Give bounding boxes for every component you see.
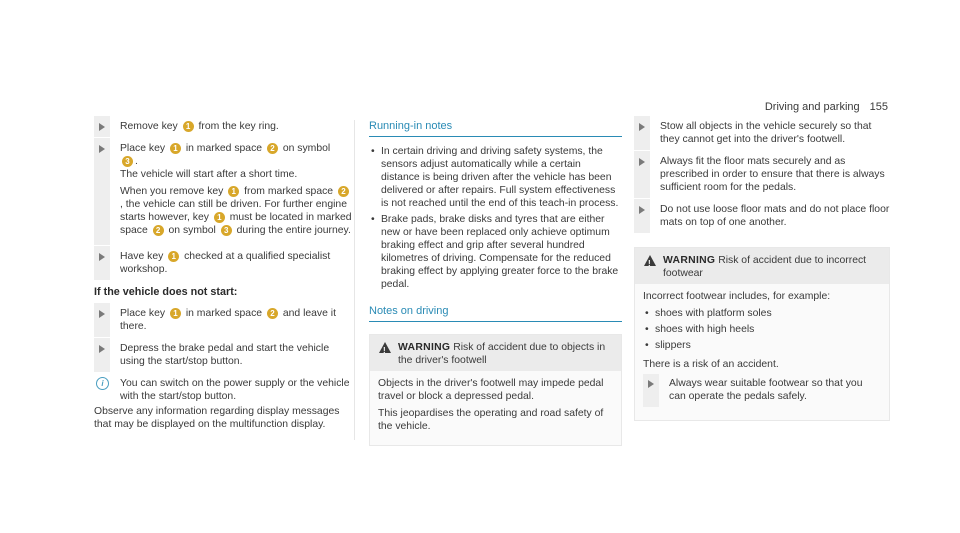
marker-2: 2 [338, 186, 349, 197]
warning-triangle-icon: ! [379, 342, 391, 353]
warning-label: WARNING [663, 255, 716, 266]
warning-header: ! WARNING Risk of accident due to incorrect footwear [635, 248, 889, 284]
list-item: • slippers [643, 339, 881, 352]
step-fit-floor-mats: Always fit the floor mats securely and as prescribed in order to ensure that there is always sufficient room for the pedals. [634, 155, 890, 198]
marker-3: 3 [221, 225, 232, 236]
step-arrow-icon [99, 310, 105, 318]
warning-triangle-icon: ! [644, 255, 656, 266]
list-item: • shoes with platform soles [643, 307, 881, 320]
warning-box [369, 334, 622, 446]
column-3 [622, 120, 890, 421]
marker-1: 1 [168, 251, 179, 262]
section-title-notes-driving: Notes on driving [369, 305, 622, 322]
step-depress-brake: Depress the brake pedal and start the vehicle using the start/stop button. [94, 342, 352, 372]
info-note: i You can switch on the power supply or the vehicle with the start/stop button. [94, 377, 352, 403]
marker-1: 1 [170, 143, 181, 154]
marker-1: 1 [183, 121, 194, 132]
warning-header: ! WARNING Risk of accident due to objects in the driver's footwell [370, 335, 621, 371]
marker-1: 1 [228, 186, 239, 197]
list-item: • shoes with high heels [643, 323, 881, 336]
paragraph: Observe any information regarding display messages that may be displayed on the multifunction display. [94, 406, 340, 430]
step-arrow-icon [99, 123, 105, 131]
step-wear-footwear: Always wear suitable footwear so that you can operate the pedals safely. [643, 377, 881, 407]
list-item: • Brake pads, brake disks and tyres that are either new or have been replaced only achieve optimum braking effect and grip after several hundred kilometres of driving. Compensate for the reduced braking effect by applying greater force to the brake pedal. [369, 213, 622, 291]
column-1 [94, 120, 352, 435]
step-arrow-icon [99, 345, 105, 353]
page-number: 155 [869, 101, 888, 113]
step-arrow-icon [648, 380, 654, 388]
marker-1: 1 [170, 308, 181, 319]
warning-body: Objects in the driver's footwell may impede pedal travel or block a depressed pedal. This jeopardises the operating and road safety of the vehicle. [378, 378, 604, 432]
marker-1: 1 [214, 212, 225, 223]
step-remove-key: Remove key 1 from the key ring. [94, 120, 352, 137]
section-title: Driving and parking [764, 101, 860, 113]
marker-2: 2 [267, 308, 278, 319]
page-header [765, 101, 888, 114]
section-title-running-in: Running-in notes [369, 120, 622, 137]
step-place-key: Place key 1 in marked space 2 on symbol 3 . The vehicle will start after a short time. When you remove key 1 from marked space 2, the vehicle can still be driven. For further engine starts however, key 1 must be located in marked space 2 on symbol 3 during the entire journey. [94, 142, 352, 245]
step-no-loose-mats: Do not use loose floor mats and do not place floor mats on top of one another. [634, 203, 890, 233]
bullet-list [643, 307, 881, 352]
info-icon: i [96, 377, 109, 390]
marker-2: 2 [267, 143, 278, 154]
subheading: If the vehicle does not start: [94, 286, 238, 298]
bullet-list [369, 145, 622, 291]
step-stow-objects: Stow all objects in the vehicle securely so that they cannot get into the driver's footwell. [634, 120, 890, 150]
step-arrow-icon [99, 253, 105, 261]
list-item: • In certain driving and driving safety systems, the sensors adjust automatically while a certain distance is being driven after the vehicle has been delivered or after repairs. Full system effectiveness is not reached until the end of this teach-in process. [369, 145, 622, 210]
step-place-key-leave: Place key 1 in marked space 2 and leave it there. [94, 307, 352, 337]
step-arrow-icon [99, 145, 105, 153]
step-arrow-icon [639, 206, 645, 214]
marker-2: 2 [153, 225, 164, 236]
column-2 [354, 120, 622, 440]
warning-label: WARNING [398, 342, 451, 353]
marker-3: 3 [122, 156, 133, 167]
step-have-key-checked: Have key 1 checked at a qualified specialist workshop. [94, 250, 352, 280]
warning-body: Incorrect footwear includes, for example: • shoes with platform soles • shoes with high heels • slippers There is a risk of an accident. Always wear suitable footwear so that you can operate the pedals safely. [635, 284, 889, 420]
step-arrow-icon [639, 158, 645, 166]
step-arrow-icon [639, 123, 645, 131]
warning-box [634, 247, 890, 421]
